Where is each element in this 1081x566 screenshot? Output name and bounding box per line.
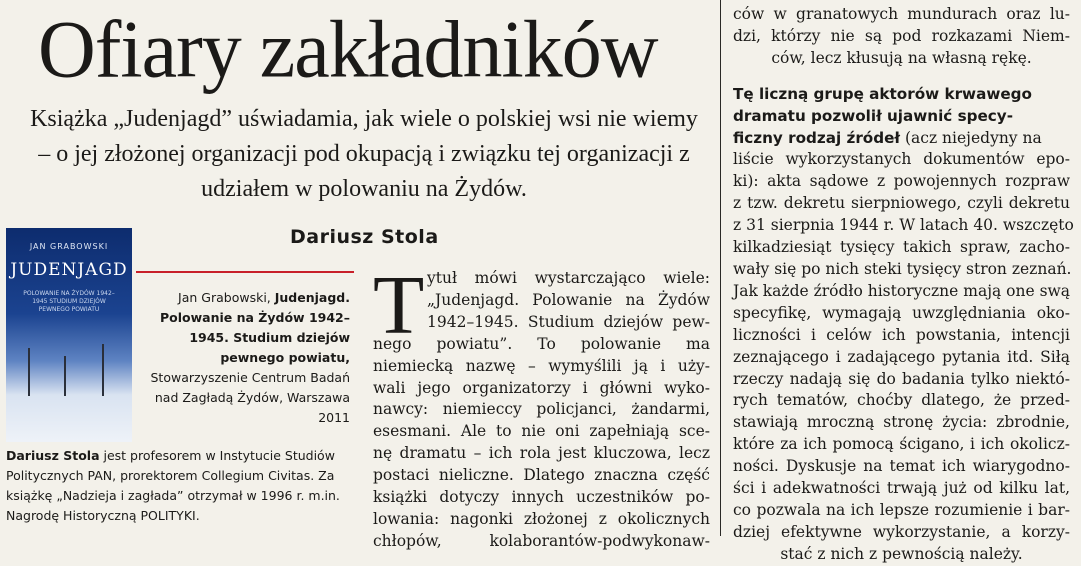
text-line: książki dotyczy innych uczestników po-	[373, 488, 710, 507]
tree-silhouette	[64, 356, 66, 396]
text-line: dzi, którzy nie są pod rozkazami Niem-	[733, 26, 1070, 45]
text-line: Jak każde źródło historyczne mają one swą	[733, 281, 1071, 300]
text-line: nę dramatu – ich rola jest kluczowa, lecz	[373, 444, 710, 463]
tree-silhouette	[28, 348, 30, 396]
text-line: co pozwala na ich lepsze rozumienie i bar-	[733, 500, 1070, 519]
article-lead: Książka „Judenjagd” uświadamia, jak wiele o polskiej wsi nie wiemy – o jej złożonej organizacji pod okupacją i związku tej organizacji z udziałem w polowaniu na Żydów.	[30, 106, 698, 202]
text-line: „Judenjagd. Polowanie na Żydów	[427, 290, 710, 309]
text-line: stać z nich z pewnością należy.	[780, 544, 1023, 563]
text-line: liście wykorzystanych dokumentów epo-	[733, 150, 1070, 169]
text-line: 1942–1945. Studium dziejów pew-	[427, 312, 710, 331]
subhead-fragment: ficzny rodzaj źródeł	[733, 128, 901, 147]
text-line: specyfikę, wymagają uwzględniania oko-	[733, 303, 1070, 322]
text-line: zeznającego i zadającego pytania itd. Siłą	[733, 347, 1070, 366]
text-fragment: (acz niejedyny na	[900, 128, 1042, 147]
red-rule	[136, 271, 354, 273]
text-line: ności. Dyskusje na temat ich wiarygodno-	[733, 457, 1070, 476]
author-byline: Dariusz Stola	[290, 226, 439, 248]
article-column-3	[733, 4, 1074, 566]
author-bio	[6, 446, 358, 526]
bio-text: jest profesorem w Instytucie Studiów Politycznych PAN, prorektorem Collegium Civitas. Za książkę „Nadzieja i zagłada” otrzymał w 1996 r. m.in. Nagrodę Historyczną POLITYKI.	[6, 448, 340, 523]
cover-subtitle: POLOWANIE NA ŻYDÓW 1942–1945 STUDIUM DZIEJÓW PEWNEGO POWIATU	[23, 290, 115, 313]
bio-name: Dariusz Stola	[6, 448, 100, 463]
text-line: ści i adekwatności trwają już od kilku lat,	[733, 479, 1070, 498]
cover-author: JAN GRABOWSKI	[29, 242, 109, 251]
drop-cap: T	[373, 259, 425, 352]
text-line: rzeczy nadają się do badania tylko niektó-	[733, 369, 1070, 388]
caption-title: Judenjagd. Polowanie na Żydów 1942–1945. Studium dziejów pewnego powiatu,	[160, 290, 350, 365]
tree-silhouette	[102, 344, 104, 396]
text-line: z tzw. dekretu sierpniowego, czyli dekretu	[733, 194, 1070, 213]
text-line: nawcy: niemieccy policjanci, żandarmi,	[373, 400, 710, 419]
book-caption	[150, 288, 350, 428]
text-line: esesmani. Ale to nie oni zapełniają sce-	[373, 422, 710, 441]
text-line: które za ich pomocą ścigano, i ich okolicz-	[733, 435, 1070, 454]
text-line: kilkadziesiąt tysięcy takich spraw, zacho-	[733, 238, 1070, 257]
text-line: lowania: nagonki złożonej z okolicznych	[373, 509, 710, 528]
text-line: liczności i celów ich powstania, intencji	[733, 325, 1070, 344]
subhead-line: dramatu pozwolił ujawnić specy-	[733, 106, 1014, 125]
text-line: z 31 sierpnia 1944 r. W latach 40. wszczęto	[733, 216, 1074, 235]
article-column-2	[373, 268, 710, 553]
text-line: ców w granatowych mundurach oraz lu-	[733, 5, 1070, 23]
text-line: chłopów, kolaborantów-podwykonaw-	[373, 531, 710, 550]
text-line: nego powiatu”. To polowanie ma	[373, 334, 710, 353]
text-line: niemiecką nazwę – wymyślili ją i uży-	[373, 356, 710, 375]
text-line: wały się po nich steki tysięcy stron zeznań.	[733, 259, 1072, 278]
caption-publisher: Stowarzyszenie Centrum Badań nad Zagładą Żydów, Warszawa 2011	[150, 370, 350, 425]
text-line: ców, lecz kłusują na własną rękę.	[771, 48, 1032, 67]
column-divider	[720, 0, 721, 536]
text-line: ytuł mówi wystarczająco wiele:	[427, 269, 710, 287]
text-line: rych tematów, choćby dlatego, że przed-	[733, 391, 1070, 410]
cover-title: JUDENJAGD	[10, 260, 128, 280]
article-headline: Ofiary zakładników	[38, 5, 658, 95]
text-line: stawiają mroczną stronę życia: zbrodnie,	[733, 413, 1070, 432]
text-line: ki): akta sądowe z powojennych rozpraw	[733, 172, 1070, 191]
text-line: wali jego organizatorzy i główni wyko-	[373, 378, 710, 397]
text-line	[733, 128, 1070, 150]
subhead-line: Tę liczną grupę aktorów krwawego	[733, 84, 1032, 103]
book-cover-image	[6, 228, 132, 442]
text-line: dziej efektywne wykorzystanie, a korzy-	[733, 522, 1070, 541]
caption-author: Jan Grabowski,	[178, 290, 275, 305]
text-line: postaci nieliczne. Dlatego znaczna część	[373, 466, 710, 485]
